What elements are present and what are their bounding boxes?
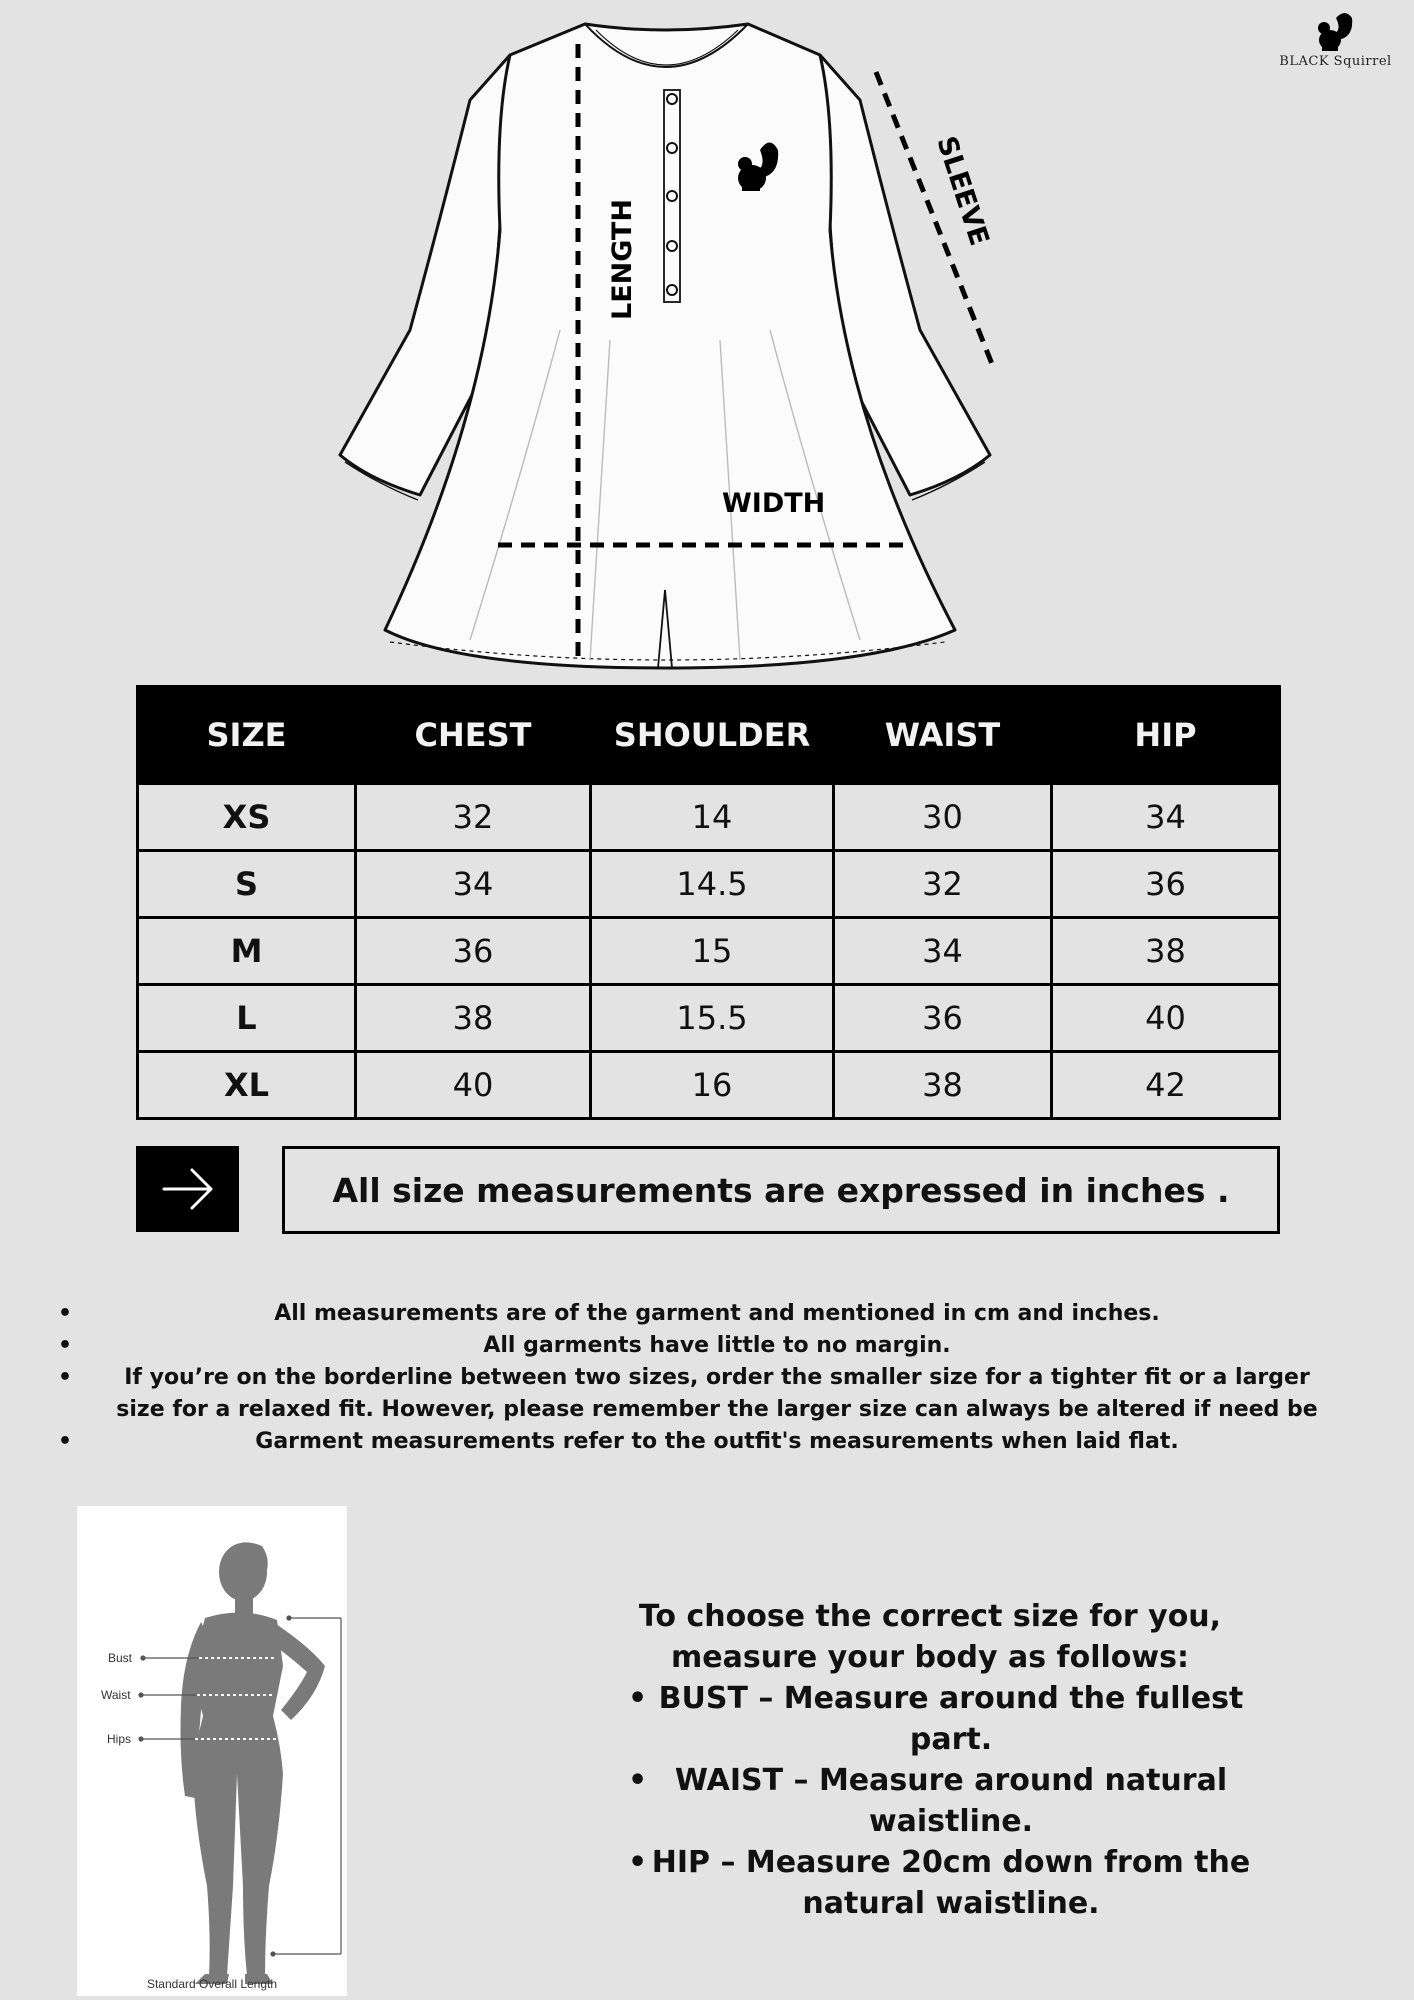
- waist-cell: 34: [834, 918, 1052, 985]
- waist-cell: 32: [834, 851, 1052, 918]
- list-item: • WAIST – Measure around natural waistline.: [590, 1760, 1270, 1842]
- shoulder-cell: 14: [591, 784, 834, 851]
- size-chart-table: [136, 685, 1281, 1120]
- measure-guide: [590, 1596, 1270, 1924]
- guide-intro: To choose the correct size for you, measure your body as follows:: [638, 1599, 1222, 1675]
- overall-length-label: Standard Overall Length: [146, 1977, 278, 1991]
- chest-cell: 34: [356, 851, 591, 918]
- length-label: LENGTH: [607, 199, 638, 320]
- size-cell: L: [138, 985, 356, 1052]
- list-item: • BUST – Measure around the fullest part.: [590, 1678, 1270, 1760]
- size-cell: M: [138, 918, 356, 985]
- garment-illustration: [320, 10, 1020, 680]
- body-measurement-figure: [77, 1506, 347, 1996]
- waist-cell: 36: [834, 985, 1052, 1052]
- waist-cell: 30: [834, 784, 1052, 851]
- chest-cell: 36: [356, 918, 591, 985]
- units-note: All size measurements are expressed in inches .: [282, 1146, 1280, 1234]
- shoulder-cell: 15: [591, 918, 834, 985]
- table-row: [138, 985, 1280, 1052]
- size-cell: S: [138, 851, 356, 918]
- brand-logo: [1268, 10, 1403, 80]
- arrow-right-icon: [136, 1146, 239, 1232]
- size-cell: XL: [138, 1052, 356, 1119]
- table-row: [138, 784, 1280, 851]
- list-item: • HIP – Measure 20cm down from the natural waistline.: [590, 1842, 1270, 1924]
- chest-cell: 40: [356, 1052, 591, 1119]
- body-silhouette: [77, 1506, 347, 1996]
- shoulder-cell: 14.5: [591, 851, 834, 918]
- chest-cell: 38: [356, 985, 591, 1052]
- header-size: SIZE: [138, 687, 356, 784]
- size-cell: XS: [138, 784, 356, 851]
- header-chest: CHEST: [356, 687, 591, 784]
- shoulder-cell: 15.5: [591, 985, 834, 1052]
- list-item: • Garment measurements refer to the outfit's measurements when laid flat.: [50, 1426, 1364, 1458]
- table-row: [138, 918, 1280, 985]
- header-waist: WAIST: [834, 687, 1052, 784]
- bust-label: Bust: [108, 1651, 133, 1665]
- list-item: • All garments have little to no margin.: [50, 1330, 1364, 1362]
- squirrel-icon: [1268, 10, 1403, 54]
- waist-cell: 38: [834, 1052, 1052, 1119]
- table-row: [138, 1052, 1280, 1119]
- hip-cell: 40: [1052, 985, 1280, 1052]
- table-header-row: [138, 687, 1280, 784]
- measurement-notes: [50, 1298, 1364, 1458]
- width-label: WIDTH: [722, 488, 826, 519]
- sleeve-label: SLEEVE: [930, 132, 995, 250]
- header-hip: HIP: [1052, 687, 1280, 784]
- hip-cell: 34: [1052, 784, 1280, 851]
- arrow-badge: [136, 1146, 239, 1232]
- hips-label: Hips: [107, 1732, 132, 1746]
- table-row: [138, 851, 1280, 918]
- logo-text: BLACK Squirrel: [1279, 54, 1392, 69]
- guide-list: [590, 1678, 1270, 1924]
- list-item: • All measurements are of the garment and mentioned in cm and inches.: [50, 1298, 1364, 1330]
- list-item: • If you’re on the borderline between two sizes, order the smaller size for a tighter fit or a larger size for a relaxed fit. However, please remember the larger size can always be altered if need be: [50, 1362, 1364, 1426]
- shoulder-cell: 16: [591, 1052, 834, 1119]
- header-shoulder: SHOULDER: [591, 687, 834, 784]
- chest-cell: 32: [356, 784, 591, 851]
- hip-cell: 38: [1052, 918, 1280, 985]
- hip-cell: 36: [1052, 851, 1280, 918]
- hip-cell: 42: [1052, 1052, 1280, 1119]
- waist-label: Waist: [101, 1688, 131, 1702]
